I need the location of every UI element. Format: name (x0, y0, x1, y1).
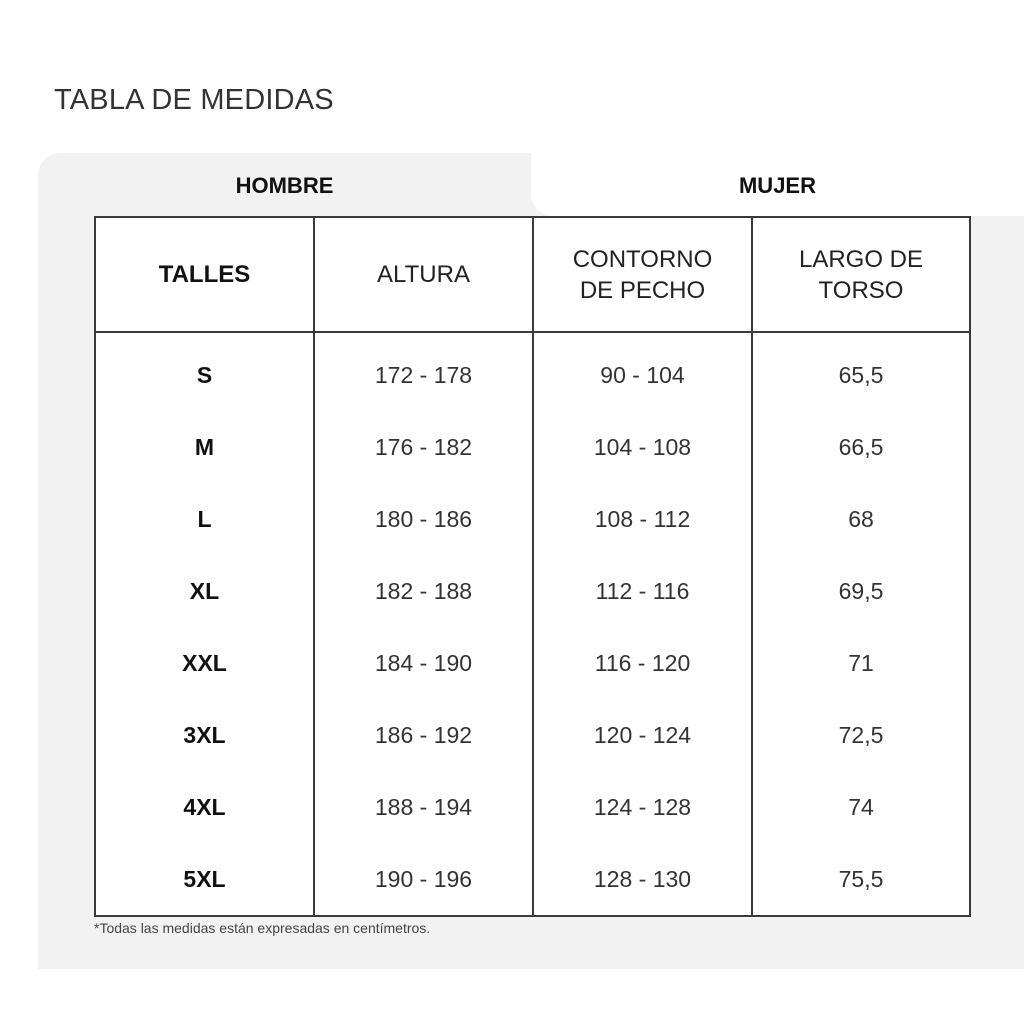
table-row (95, 843, 970, 916)
cell-altura: 182 - 188 (314, 555, 533, 627)
cell-size: S (95, 332, 314, 411)
cell-contorno-de-pecho: 116 - 120 (533, 627, 752, 699)
cell-altura: 188 - 194 (314, 771, 533, 843)
column-header-altura: ALTURA (314, 217, 533, 332)
cell-contorno-de-pecho: 90 - 104 (533, 332, 752, 411)
cell-largo-de-torso: 75,5 (752, 843, 970, 916)
cell-size: L (95, 483, 314, 555)
tab-mujer[interactable]: MUJER (738, 173, 816, 198)
cell-size: XXL (95, 627, 314, 699)
cell-contorno-de-pecho: 104 - 108 (533, 411, 752, 483)
table-row (95, 771, 970, 843)
cell-altura: 184 - 190 (314, 627, 533, 699)
table-row (95, 627, 970, 699)
cell-size: M (95, 411, 314, 483)
footnote: *Todas las medidas están expresadas en centímetros. (94, 920, 431, 936)
cell-largo-de-torso: 65,5 (752, 332, 970, 411)
cell-largo-de-torso: 66,5 (752, 411, 970, 483)
cell-largo-de-torso: 71 (752, 627, 970, 699)
cell-size: 5XL (95, 843, 314, 916)
cell-contorno-de-pecho: 120 - 124 (533, 699, 752, 771)
cell-contorno-de-pecho: 128 - 130 (533, 843, 752, 916)
column-header-largo-de-torso: LARGO DE TORSO (752, 217, 970, 332)
cell-largo-de-torso: 68 (752, 483, 970, 555)
cell-size: XL (95, 555, 314, 627)
cell-altura: 180 - 186 (314, 483, 533, 555)
column-header-talles: TALLES (95, 217, 314, 332)
cell-altura: 176 - 182 (314, 411, 533, 483)
cell-size: 3XL (95, 699, 314, 771)
page-title: TABLA DE MEDIDAS (54, 84, 334, 116)
cell-contorno-de-pecho: 108 - 112 (533, 483, 752, 555)
cell-size: 4XL (95, 771, 314, 843)
cell-largo-de-torso: 72,5 (752, 699, 970, 771)
cell-altura: 186 - 192 (314, 699, 533, 771)
cell-altura: 190 - 196 (314, 843, 533, 916)
tab-hombre[interactable]: HOMBRE (235, 173, 334, 198)
cell-contorno-de-pecho: 112 - 116 (533, 555, 752, 627)
table-row (95, 699, 970, 771)
column-header-contorno-de-pecho: CONTORNO DE PECHO (533, 217, 752, 332)
table-row (95, 483, 970, 555)
cell-contorno-de-pecho: 124 - 128 (533, 771, 752, 843)
table-body (95, 332, 970, 916)
cell-largo-de-torso: 69,5 (752, 555, 970, 627)
cell-altura: 172 - 178 (314, 332, 533, 411)
table-row (95, 411, 970, 483)
table-row (95, 555, 970, 627)
table-row (95, 332, 970, 411)
table-header-row (95, 217, 970, 332)
cell-largo-de-torso: 74 (752, 771, 970, 843)
size-table (94, 216, 971, 917)
